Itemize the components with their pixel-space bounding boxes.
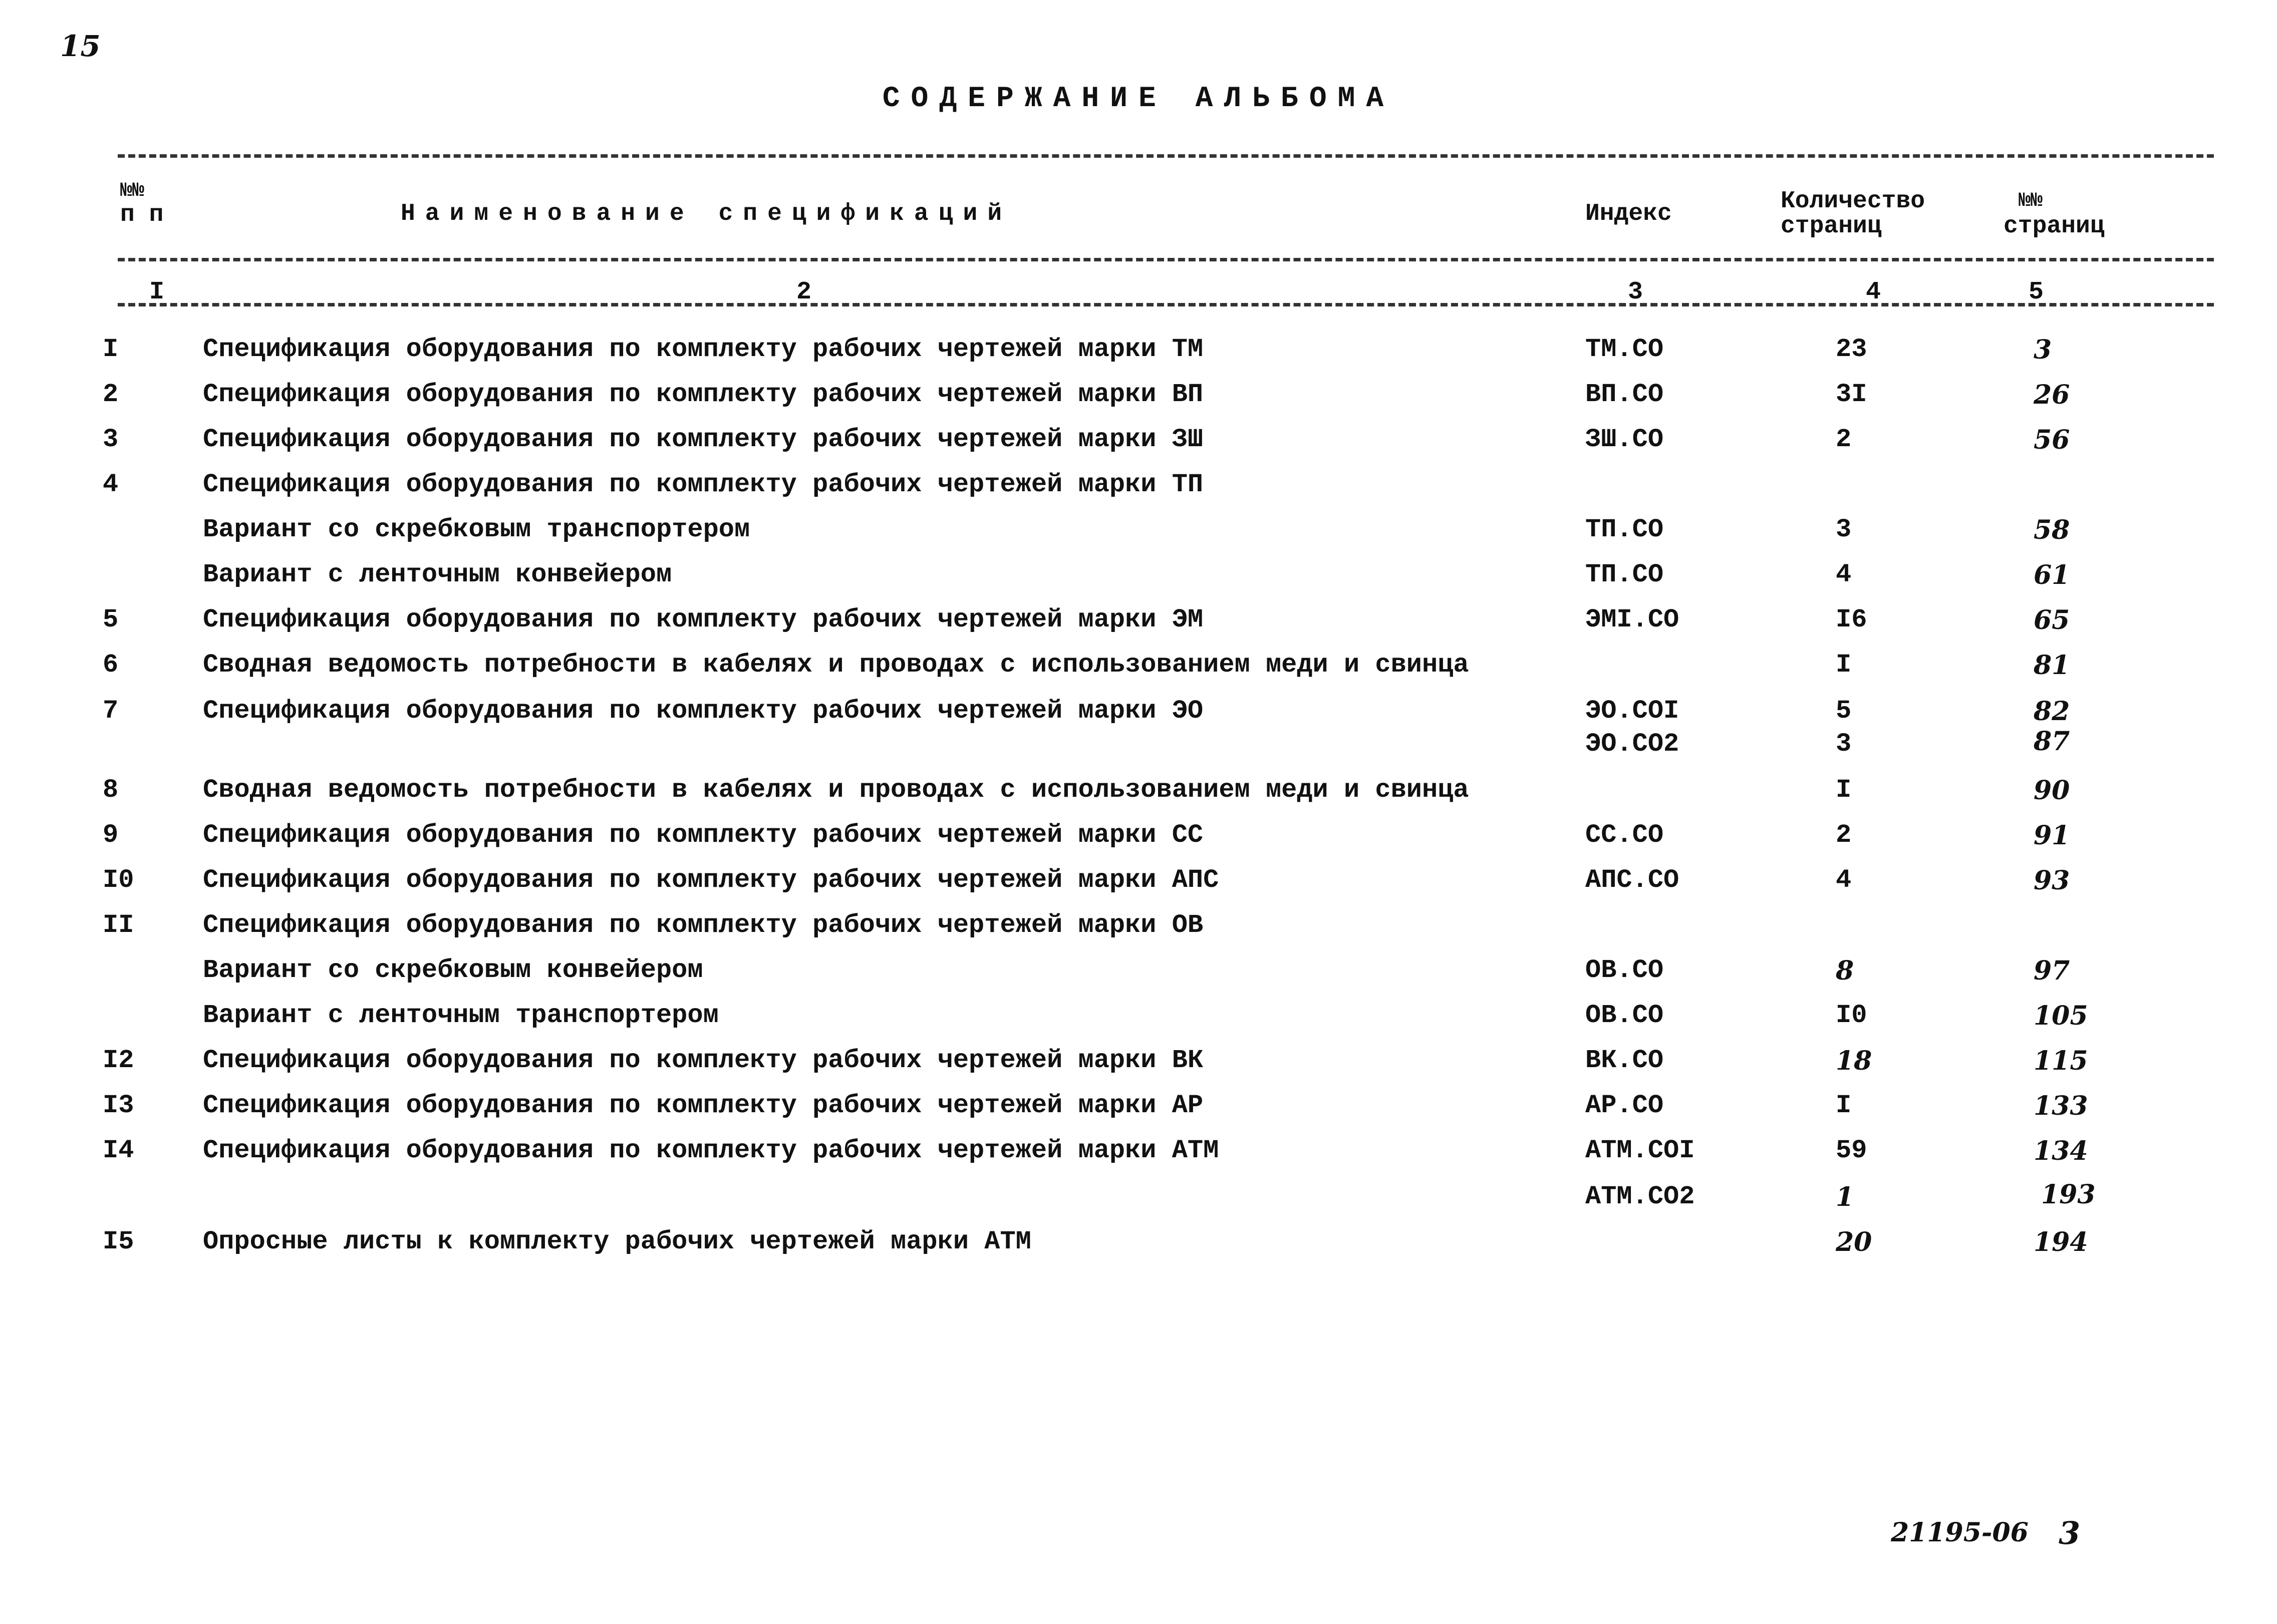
- table-row: [0, 470, 2277, 515]
- row-page: 93: [2034, 865, 2070, 896]
- page-number: 15: [60, 29, 101, 63]
- row-page: 81: [2034, 650, 2070, 681]
- row-name: Сводная ведомость потребности в кабелях и проводах с использованием меди и свинца: [203, 775, 1469, 805]
- row-count: 18: [1836, 1046, 1872, 1076]
- sheet-number: 3: [2059, 1515, 2081, 1551]
- row-name: Вариант с ленточным транспортером: [203, 1001, 719, 1030]
- row-count: 59: [1836, 1136, 1867, 1165]
- table-row: [0, 560, 2277, 605]
- row-index: ОВ.СО: [1585, 1001, 1664, 1030]
- table-row: [0, 865, 2277, 910]
- row-number: 9: [103, 820, 119, 850]
- row-count: I: [1836, 650, 1852, 680]
- row-number: I0: [103, 865, 134, 895]
- header-bottom-rule: [118, 303, 2214, 306]
- document-code: 21195-06: [1891, 1517, 2029, 1548]
- table-row: [0, 820, 2277, 865]
- row-index: ВК.СО: [1585, 1046, 1664, 1075]
- row-index-second: ЭО.СО2: [1585, 729, 1679, 759]
- row-index-second: АТМ.СО2: [1585, 1182, 1695, 1211]
- row-name: Спецификация оборудования по комплекту рабочих чертежей марки ЗШ: [203, 425, 1204, 454]
- row-page: 82: [2034, 696, 2070, 727]
- row-name: Спецификация оборудования по комплекту рабочих чертежей марки ТП: [203, 470, 1204, 499]
- row-index: АПС.СО: [1585, 865, 1679, 895]
- row-index: ТП.СО: [1585, 560, 1664, 589]
- row-index: ЗШ.СО: [1585, 425, 1664, 454]
- row-page: 134: [2034, 1136, 2088, 1166]
- row-name: Вариант со скребковым транспортером: [203, 515, 750, 544]
- row-number: I: [103, 335, 119, 364]
- row-count: 3: [1836, 515, 1852, 544]
- row-count: 2: [1836, 820, 1852, 850]
- row-count: I: [1836, 775, 1852, 805]
- row-index: ОВ.СО: [1585, 955, 1664, 985]
- header-pages-line1: №№: [2019, 190, 2043, 212]
- row-name: Вариант с ленточным конвейером: [203, 560, 672, 589]
- table-row: [0, 1136, 2277, 1181]
- row-name: Спецификация оборудования по комплекту рабочих чертежей марки ТМ: [203, 335, 1204, 364]
- row-count: 23: [1836, 335, 1867, 364]
- table-row: [0, 910, 2277, 955]
- row-index: ЭМI.СО: [1585, 605, 1679, 634]
- row-page: 58: [2034, 515, 2070, 545]
- row-count: 8: [1836, 955, 1854, 986]
- row-count: 20: [1836, 1227, 1872, 1257]
- table-row: [0, 1001, 2277, 1046]
- row-page-second: 87: [2034, 726, 2070, 757]
- row-number: 4: [103, 470, 119, 499]
- row-index: АР.СО: [1585, 1091, 1664, 1120]
- column-number-2: 2: [796, 278, 812, 306]
- row-number: 7: [103, 696, 119, 726]
- table-row: [0, 1227, 2277, 1272]
- column-number-1: I: [149, 278, 165, 306]
- table-row: [0, 425, 2277, 470]
- header-index: Индекс: [1585, 200, 1672, 227]
- column-number-5: 5: [2029, 278, 2044, 306]
- table-row: [0, 515, 2277, 560]
- row-page: 56: [2034, 425, 2070, 455]
- row-page: 97: [2034, 955, 2070, 986]
- row-page: 133: [2034, 1091, 2088, 1121]
- table-row: [0, 955, 2277, 1001]
- header-middle-rule: [118, 258, 2214, 261]
- row-name: Сводная ведомость потребности в кабелях и проводах с использованием меди и свинца: [203, 650, 1469, 680]
- row-number: 2: [103, 380, 119, 409]
- row-number: I5: [103, 1227, 134, 1256]
- row-count: 4: [1836, 865, 1852, 895]
- row-page: 3: [2034, 335, 2052, 365]
- row-page: 61: [2034, 560, 2070, 590]
- table-row: [0, 696, 2277, 741]
- row-count-second: 1: [1836, 1182, 1854, 1212]
- row-count: I6: [1836, 605, 1867, 634]
- header-count-line2: страниц: [1781, 213, 1882, 240]
- row-index: АТМ.СОI: [1585, 1136, 1695, 1165]
- row-count-second: 3: [1836, 729, 1852, 759]
- row-name: Вариант со скребковым конвейером: [203, 955, 703, 985]
- header-top-rule: [118, 154, 2214, 158]
- table-row: [0, 1091, 2277, 1136]
- table-row: [0, 380, 2277, 425]
- row-number: 8: [103, 775, 119, 805]
- row-count: 4: [1836, 560, 1852, 589]
- row-name: Спецификация оборудования по комплекту рабочих чертежей марки СС: [203, 820, 1204, 850]
- table-row: [0, 335, 2277, 380]
- row-index: СС.СО: [1585, 820, 1664, 850]
- row-number: 3: [103, 425, 119, 454]
- column-number-3: 3: [1628, 278, 1643, 306]
- column-number-4: 4: [1866, 278, 1881, 306]
- row-index: ВП.СО: [1585, 380, 1664, 409]
- row-name: Спецификация оборудования по комплекту рабочих чертежей марки ВК: [203, 1046, 1204, 1075]
- row-page: 90: [2034, 775, 2070, 806]
- row-name: Спецификация оборудования по комплекту рабочих чертежей марки ОВ: [203, 910, 1204, 940]
- row-number: II: [103, 910, 134, 940]
- row-name: Спецификация оборудования по комплекту рабочих чертежей марки ВП: [203, 380, 1204, 409]
- row-number: I4: [103, 1136, 134, 1165]
- header-count-line1: Количество: [1781, 188, 1925, 215]
- header-num-line1: №№: [120, 180, 145, 202]
- row-number: I3: [103, 1091, 134, 1120]
- row-name: Спецификация оборудования по комплекту рабочих чертежей марки ЭО: [203, 696, 1204, 726]
- row-index: ТМ.СО: [1585, 335, 1664, 364]
- header-name: Наименование спецификаций: [401, 200, 1012, 227]
- row-page: 26: [2034, 380, 2070, 410]
- row-count: 2: [1836, 425, 1852, 454]
- row-page: 91: [2034, 820, 2070, 851]
- row-index: ТП.СО: [1585, 515, 1664, 544]
- row-name: Спецификация оборудования по комплекту рабочих чертежей марки АПС: [203, 865, 1219, 895]
- row-name: Спецификация оборудования по комплекту рабочих чертежей марки ЭМ: [203, 605, 1204, 634]
- row-number: I2: [103, 1046, 134, 1075]
- page-title: СОДЕРЖАНИЕ АЛЬБОМА: [882, 83, 1395, 115]
- row-index: ЭО.СОI: [1585, 696, 1679, 726]
- table-row: [0, 605, 2277, 650]
- header-num-line2: п п: [120, 201, 164, 228]
- row-page: 115: [2034, 1046, 2088, 1076]
- table-row: [0, 650, 2277, 695]
- row-page: 65: [2034, 605, 2070, 635]
- row-count: I: [1836, 1091, 1852, 1120]
- table-row: [0, 775, 2277, 820]
- row-number: 5: [103, 605, 119, 634]
- row-page-second: 193: [2041, 1179, 2096, 1210]
- row-name: Спецификация оборудования по комплекту рабочих чертежей марки АТМ: [203, 1136, 1219, 1165]
- row-count: 5: [1836, 696, 1852, 726]
- row-page: 105: [2034, 1001, 2088, 1031]
- row-number: 6: [103, 650, 119, 680]
- row-page: 194: [2034, 1227, 2088, 1257]
- table-row: [0, 1046, 2277, 1091]
- row-name: Спецификация оборудования по комплекту рабочих чертежей марки АР: [203, 1091, 1204, 1120]
- row-count: 3I: [1836, 380, 1867, 409]
- header-pages-line2: страниц: [2004, 213, 2105, 240]
- row-name: Опросные листы к комплекту рабочих чертежей марки АТМ: [203, 1227, 1031, 1256]
- row-count: I0: [1836, 1001, 1867, 1030]
